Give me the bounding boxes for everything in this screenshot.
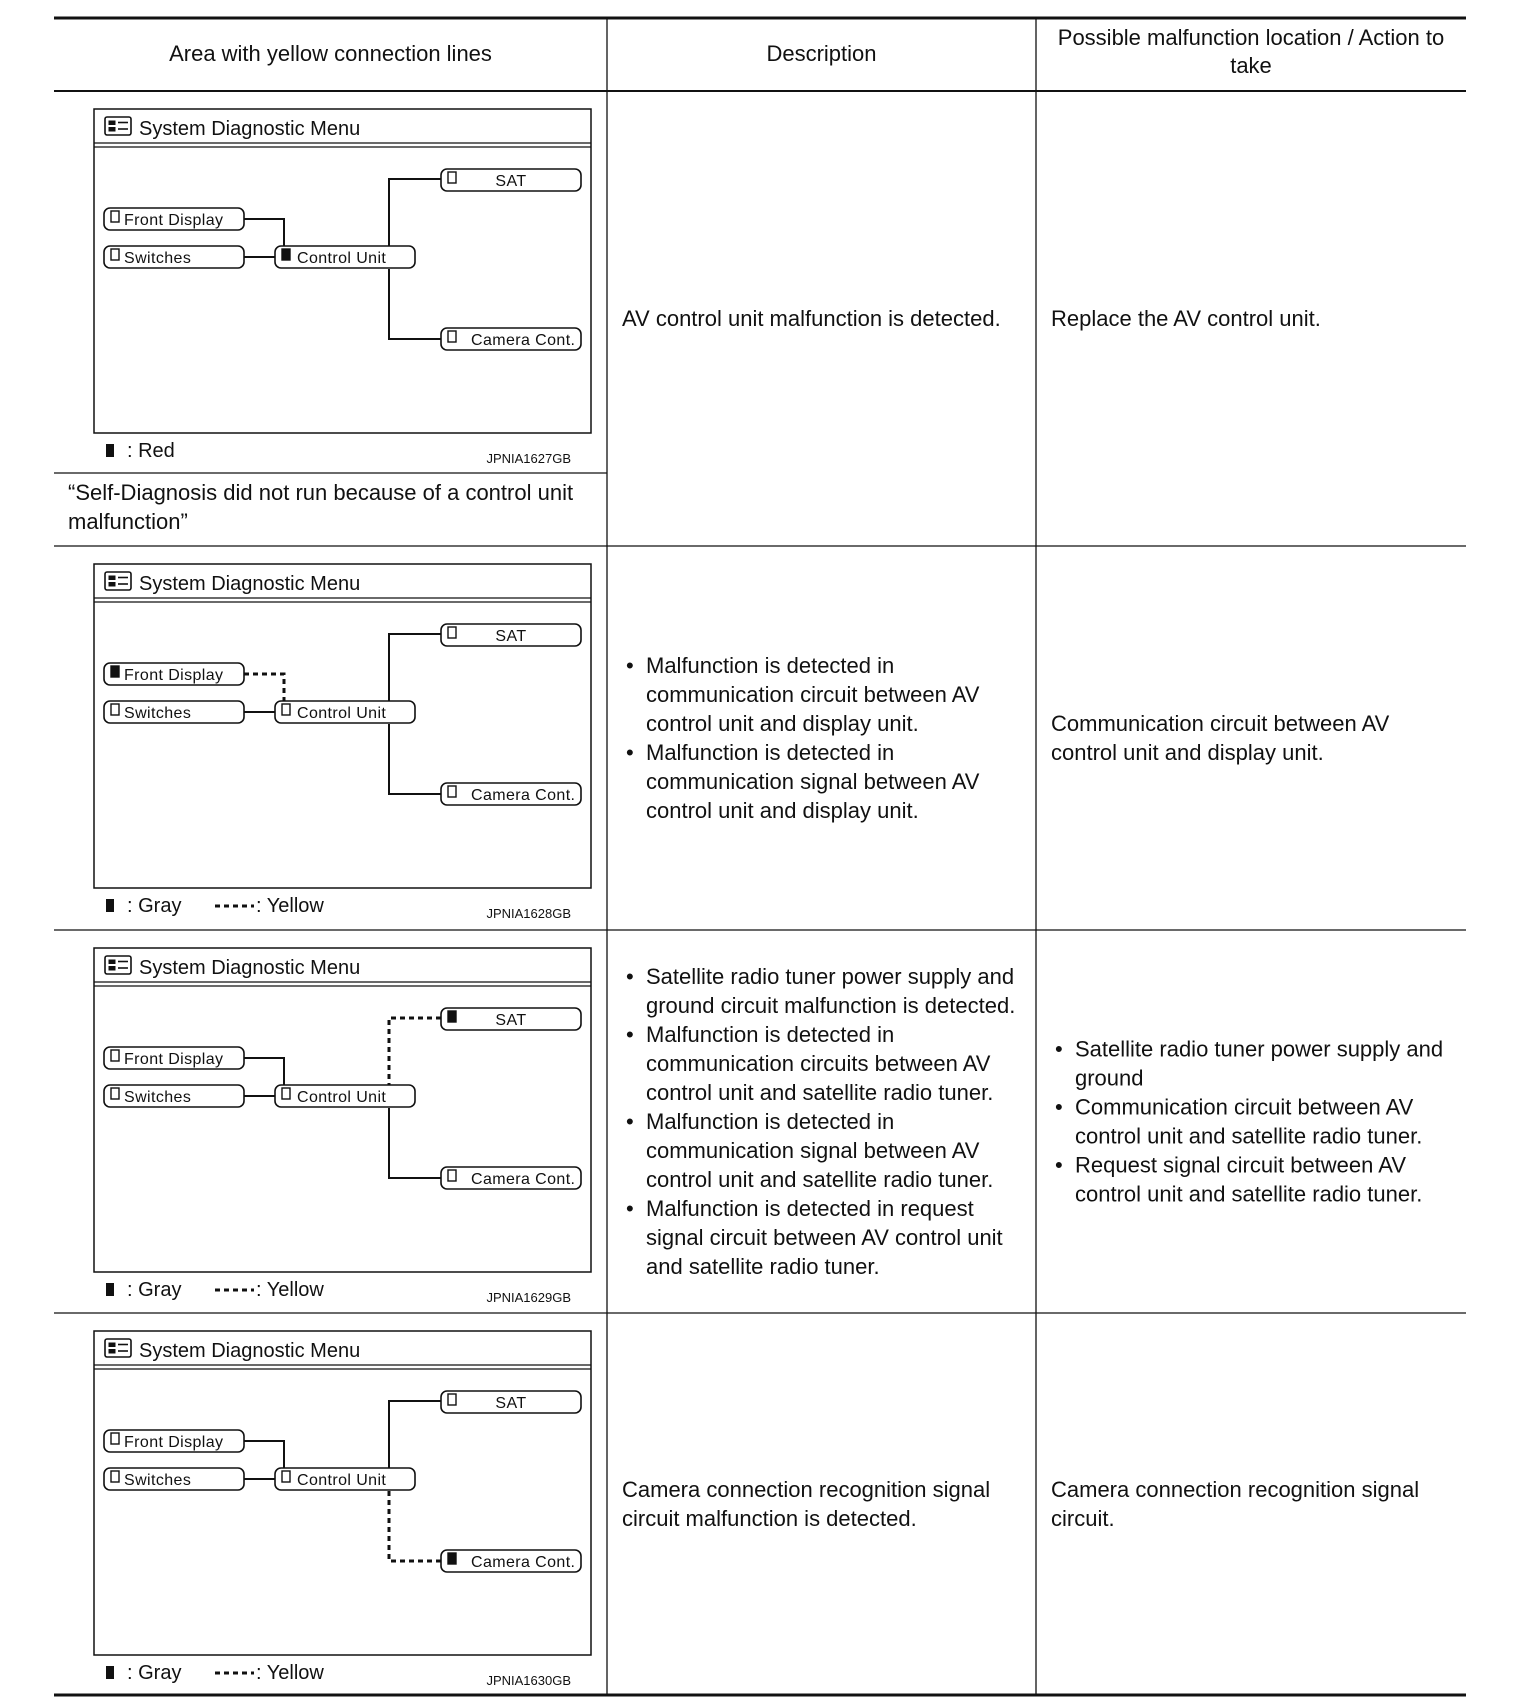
sat-box [441, 624, 581, 646]
description-text: Camera connection recognition signal circuit malfunction is detected. [622, 1477, 991, 1531]
description-text: AV control unit malfunction is detected. [622, 306, 1001, 331]
diagram-title: System Diagnostic Menu [139, 957, 361, 979]
box-label: Control Unit [297, 1472, 387, 1489]
figure-code: JPNIA1627GB [486, 451, 571, 466]
link-camera [389, 724, 441, 794]
status-indicator [448, 1011, 456, 1022]
status-indicator [111, 704, 119, 715]
legend-dash-label: : Yellow [256, 1662, 324, 1684]
switches-box [104, 1468, 244, 1490]
status-indicator [111, 249, 119, 260]
camera-cont-box [441, 1167, 581, 1189]
camera-cont-box [441, 783, 581, 805]
box-label: Switches [124, 250, 192, 267]
action-cell [1051, 306, 1321, 331]
front-display-box [104, 208, 244, 230]
box-label: Front Display [124, 667, 224, 684]
link-camera [389, 1491, 441, 1561]
camera-cont-box [441, 328, 581, 350]
figure-code: JPNIA1630GB [486, 1673, 571, 1688]
figure-note: “Self-Diagnosis did not run because of a control unit malfunction” [68, 480, 574, 534]
status-indicator [448, 1394, 456, 1405]
status-indicator [111, 666, 119, 677]
figure-code: JPNIA1628GB [486, 906, 571, 921]
box-label: Switches [124, 1472, 192, 1489]
legend-mark-label: : Gray [127, 895, 182, 917]
control-unit-box [275, 701, 415, 723]
status-indicator [111, 1433, 119, 1444]
bullet-item: Malfunction is detected in communication circuit between AV control unit and display unit. [646, 653, 980, 736]
description-cell [622, 1477, 990, 1531]
action-text: Camera connection recognition signal circuit. [1051, 1477, 1420, 1531]
diagram-frame [94, 109, 591, 433]
box-label: Control Unit [297, 705, 387, 722]
camera-cont-box [441, 1550, 581, 1572]
description-cell [622, 306, 1001, 331]
bullet-item: Satellite radio tuner power supply and ground circuit malfunction is detected. [646, 964, 1016, 1018]
sat-box [441, 1391, 581, 1413]
link-sat [389, 634, 441, 701]
table-rules [54, 18, 1466, 1695]
front-display-box [104, 1047, 244, 1069]
bullet-marker: • [626, 1196, 634, 1221]
link-camera [389, 1108, 441, 1178]
menu-icon [105, 1339, 131, 1357]
diagram-frame [94, 948, 591, 1272]
link-camera [389, 269, 441, 339]
switches-box [104, 701, 244, 723]
diagram-title: System Diagnostic Menu [139, 118, 361, 140]
figure-code: JPNIA1629GB [486, 1290, 571, 1305]
header-area: Area with yellow connection lines [169, 41, 492, 66]
bullet-item: Malfunction is detected in communication signal between AV control unit and display unit. [646, 740, 980, 823]
bullet-marker: • [1055, 1152, 1063, 1178]
bullet-marker: • [626, 964, 634, 989]
action-text: Replace the AV control unit. [1051, 306, 1321, 331]
status-indicator [448, 1553, 456, 1564]
front-display-box [104, 663, 244, 685]
status-indicator [448, 172, 456, 183]
box-label: Control Unit [297, 250, 387, 267]
link-sat [389, 1018, 441, 1085]
box-label: Control Unit [297, 1089, 387, 1106]
status-indicator [111, 211, 119, 222]
legend-mark [106, 1283, 114, 1296]
status-indicator [448, 1170, 456, 1181]
status-indicator [282, 1471, 290, 1482]
box-label: Camera Cont. [471, 1554, 576, 1571]
status-indicator [111, 1471, 119, 1482]
diagram-frame [94, 1331, 591, 1655]
action-cell [1051, 1477, 1419, 1531]
legend-mark [106, 1666, 114, 1679]
legend-mark-label: : Gray [127, 1279, 182, 1301]
sat-box [441, 169, 581, 191]
switches-box [104, 246, 244, 268]
control-unit-box [275, 1468, 415, 1490]
diagram-frame [94, 564, 591, 888]
legend-mark [106, 444, 114, 457]
box-label: Front Display [124, 1434, 224, 1451]
front-display-box [104, 1430, 244, 1452]
menu-icon [105, 117, 131, 135]
bullet-marker: • [626, 1022, 634, 1047]
bullet-item: Communication circuit between AV control unit and satellite radio tuner. [1075, 1094, 1423, 1149]
diagnostic-figure [94, 948, 591, 1305]
box-label: SAT [495, 628, 527, 645]
box-label: Switches [124, 705, 192, 722]
bullet-item: Request signal circuit between AV control unit and satellite radio tuner. [1075, 1152, 1423, 1207]
bullet-marker: • [626, 653, 634, 678]
status-indicator [448, 786, 456, 797]
bullet-item: Satellite radio tuner power supply and ground [1075, 1036, 1444, 1091]
action-cell [1051, 711, 1390, 765]
link-sat [389, 179, 441, 246]
link-sat [389, 1401, 441, 1468]
menu-icon [105, 956, 131, 974]
description-cell [626, 964, 1015, 1279]
box-label: Camera Cont. [471, 1171, 576, 1188]
legend-dash-label: : Yellow [256, 1279, 324, 1301]
bullet-item: Malfunction is detected in communication circuits between AV control unit and satellite radio tuner. [646, 1022, 994, 1105]
box-label: Camera Cont. [471, 332, 576, 349]
menu-icon [105, 572, 131, 590]
description-cell [626, 653, 980, 823]
table-header [169, 25, 1444, 78]
box-label: Front Display [124, 1051, 224, 1068]
control-unit-box [275, 1085, 415, 1107]
status-indicator [282, 249, 290, 260]
bullet-marker: • [1055, 1094, 1063, 1120]
status-indicator [282, 704, 290, 715]
action-cell [1055, 1037, 1443, 1207]
diagnostic-figure [94, 1331, 591, 1688]
diagnostic-figure [94, 564, 591, 921]
switches-box [104, 1085, 244, 1107]
legend-dash-label: : Yellow [256, 895, 324, 917]
header-description: Description [766, 41, 877, 66]
legend-mark-label: : Red [127, 440, 175, 462]
legend-mark [106, 899, 114, 912]
bullet-item: Malfunction is detected in request signal circuit between AV control unit and satellite radio tuner. [646, 1196, 1003, 1279]
control-unit-box [275, 246, 415, 268]
status-indicator [448, 331, 456, 342]
diagnostic-figure [94, 109, 591, 466]
diagram-title: System Diagnostic Menu [139, 1340, 361, 1362]
diagram-title: System Diagnostic Menu [139, 573, 361, 595]
box-label: Camera Cont. [471, 787, 576, 804]
box-label: Front Display [124, 212, 224, 229]
status-indicator [282, 1088, 290, 1099]
status-indicator [448, 627, 456, 638]
bullet-marker: • [626, 740, 634, 765]
box-label: SAT [495, 1012, 527, 1029]
bullet-item: Malfunction is detected in communication signal between AV control unit and satellite radio tuner. [646, 1109, 994, 1192]
sat-box [441, 1008, 581, 1030]
bullet-marker: • [626, 1109, 634, 1134]
box-label: SAT [495, 173, 527, 190]
status-indicator [111, 1088, 119, 1099]
box-label: Switches [124, 1089, 192, 1106]
bullet-marker: • [1055, 1036, 1063, 1062]
status-indicator [111, 1050, 119, 1061]
box-label: SAT [495, 1395, 527, 1412]
legend-mark-label: : Gray [127, 1662, 182, 1684]
action-text: Communication circuit between AV control unit and display unit. [1051, 711, 1390, 765]
header-action: Possible malfunction location / Action to take [1057, 25, 1445, 78]
